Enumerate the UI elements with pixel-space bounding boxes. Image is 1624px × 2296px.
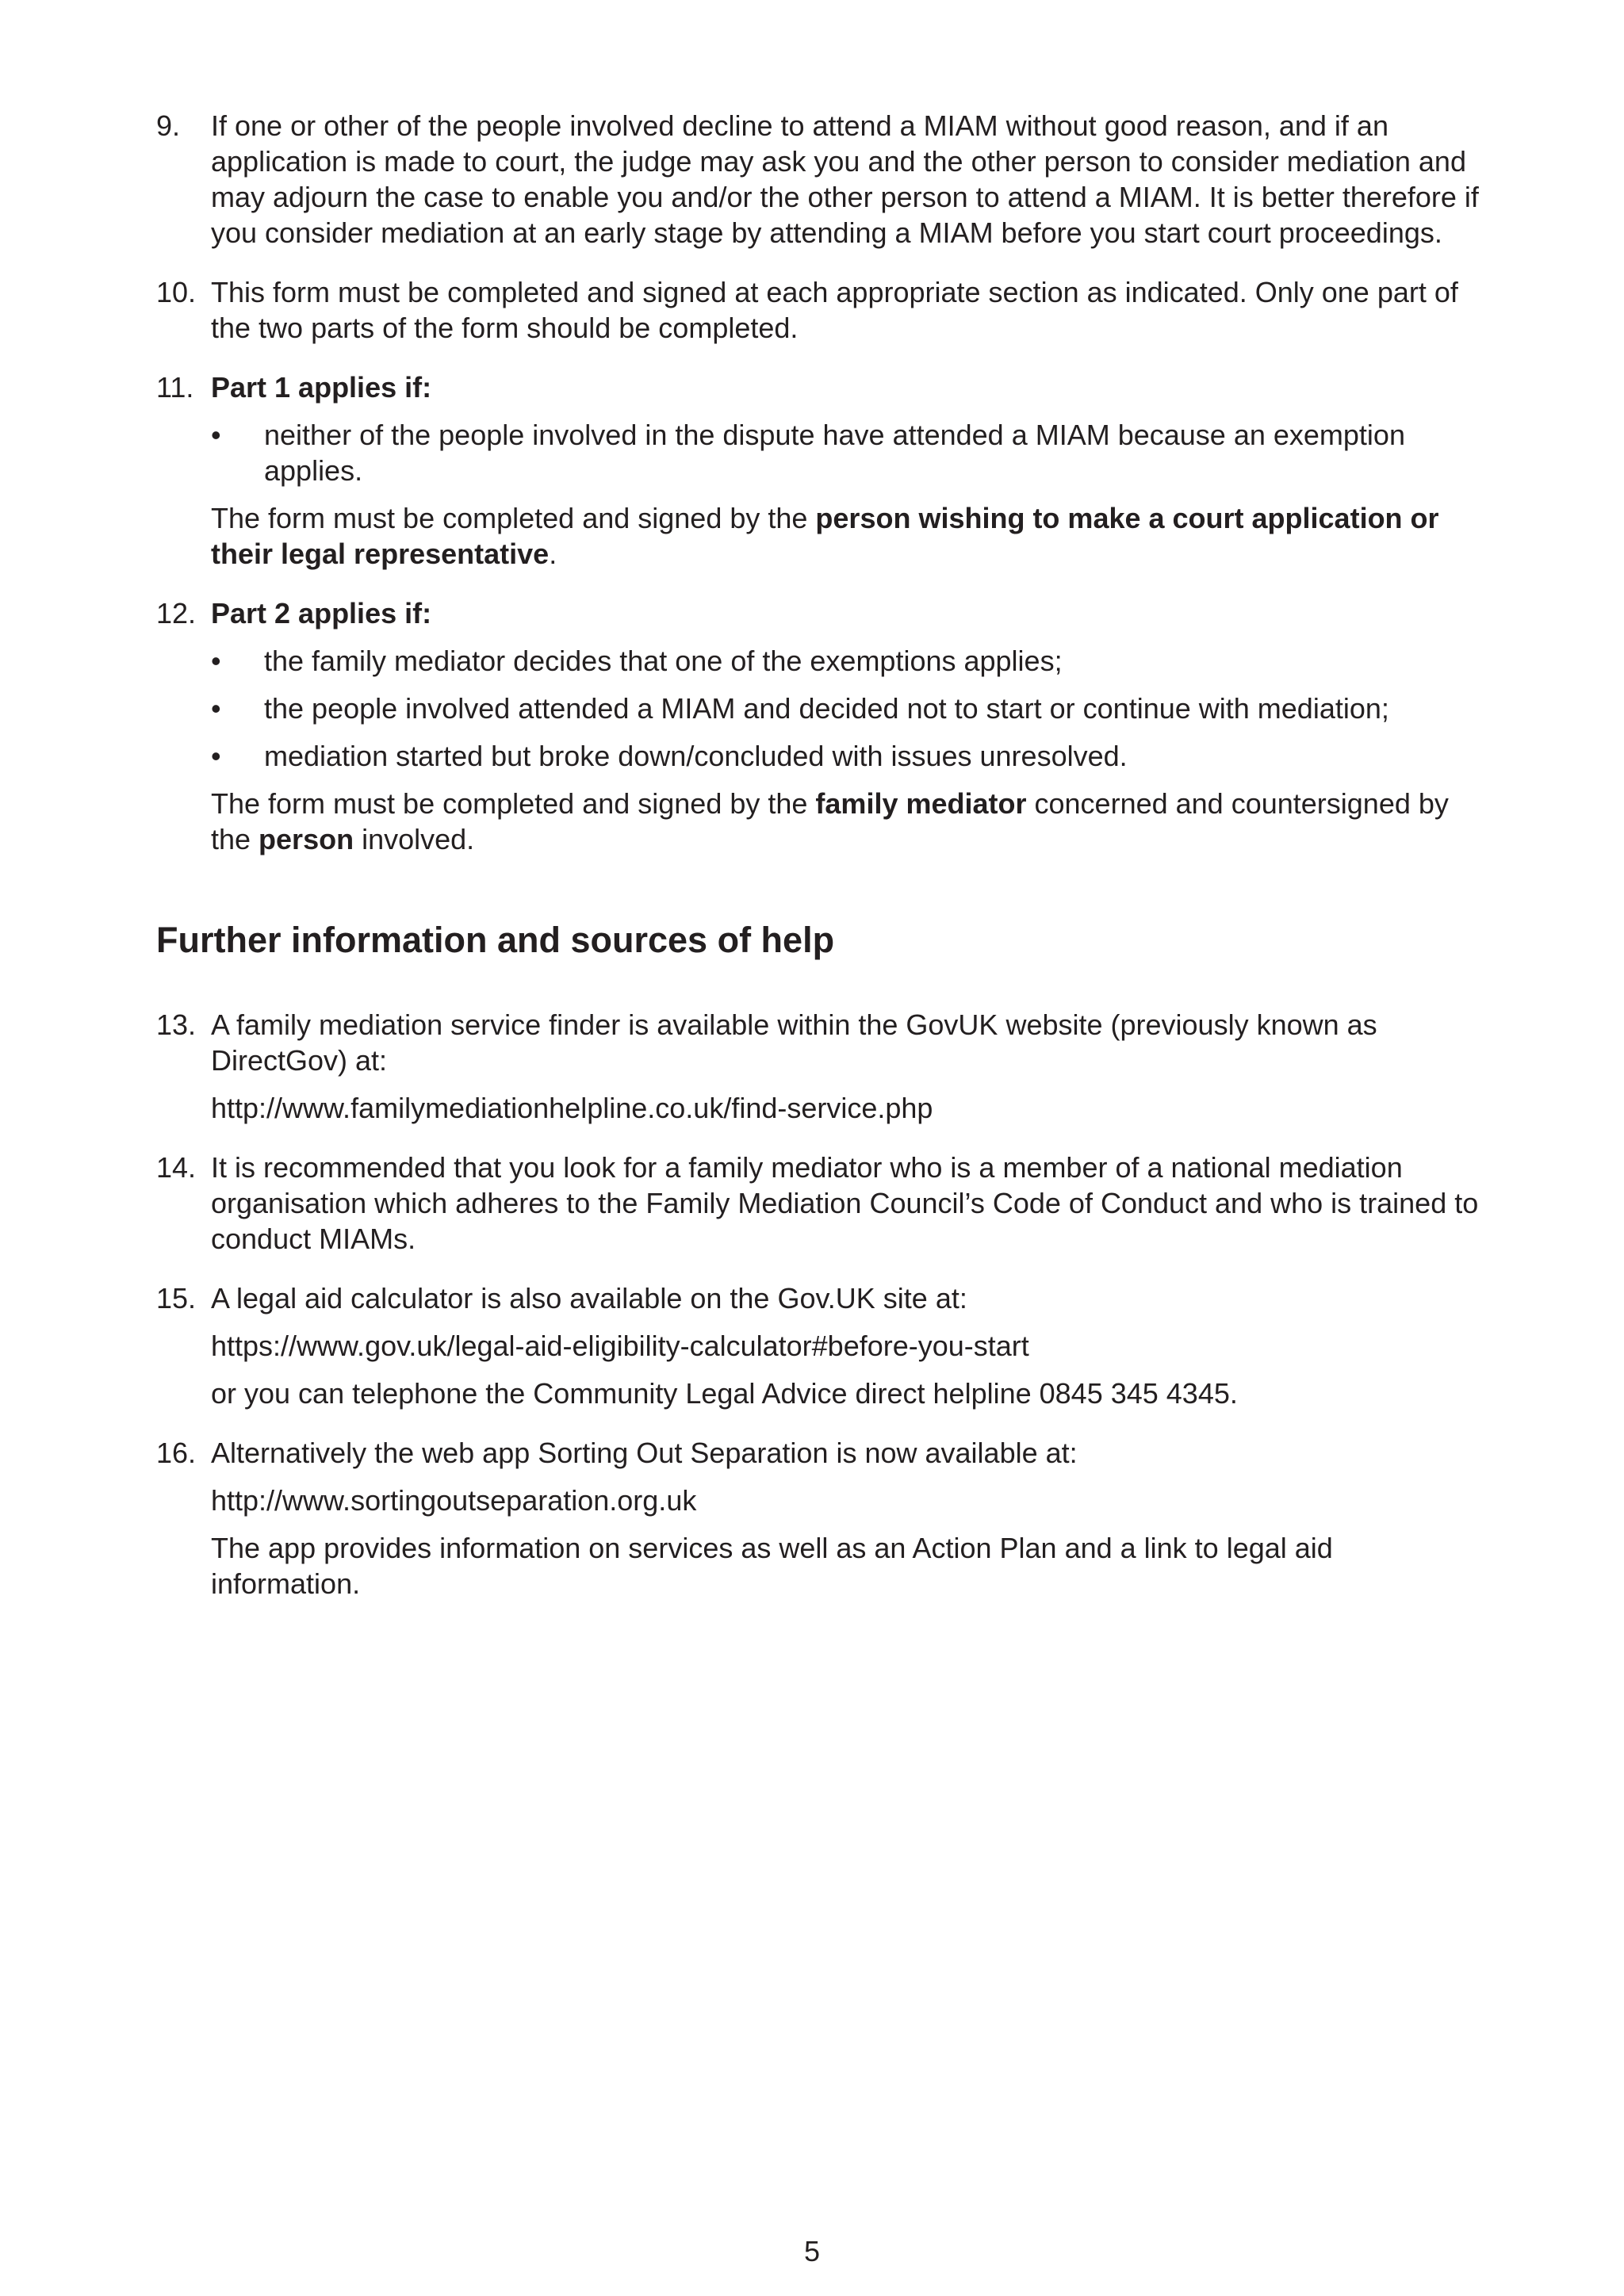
bullet-text: the people involved attended a MIAM and decided not to start or continue with mediation; [264, 692, 1389, 725]
page-number: 5 [803, 2235, 821, 2267]
list-item-12 [156, 595, 1488, 857]
item-text: Alternatively the web app Sorting Out Separation is now available at: [211, 1437, 1078, 1469]
legal-aid-calculator-url[interactable]: https://www.gov.uk/legal-aid-eligibility-calculator#before-you-start [211, 1330, 1029, 1362]
helpline-text: or you can telephone the Community Legal Advice direct helpline 0845 345 4345. [211, 1377, 1238, 1410]
item-heading: Part 2 applies if: [211, 597, 432, 629]
list-item-14 [156, 1150, 1488, 1257]
bullet-item [211, 417, 1488, 488]
bullet-icon: • [211, 419, 221, 451]
bullet-icon: • [211, 645, 221, 677]
item-text: It is recommended that you look for a family mediator who is a member of a national mediation organisation which adheres to the Family Mediation Council’s Code of Conduct and who is trained to conduct MIAMs. [211, 1151, 1479, 1255]
document-page [156, 108, 1488, 1625]
item-number: 11. [156, 371, 194, 404]
bullet-item [211, 738, 1488, 774]
item-text: A legal aid calculator is also available on the Gov.UK site at: [211, 1282, 967, 1314]
item-number: 15. [156, 1282, 197, 1314]
item-note: The form must be completed and signed by the family mediator concerned and countersigned by the person involved. [211, 787, 1449, 855]
bullet-text: the family mediator decides that one of the exemptions applies; [264, 645, 1063, 677]
item-note: The form must be completed and signed by the person wishing to make a court application or their legal representative. [211, 502, 1439, 570]
item-number: 9. [156, 109, 181, 142]
item-text: If one or other of the people involved decline to attend a MIAM without good reason, and if an application is made to court, the judge may ask you and the other person to consider mediation and may adjourn the case to enable you and/or the other person to attend a MIAM. It is better therefore if you consider mediation at an early stage by attending a MIAM before you start court proceedings. [211, 109, 1479, 249]
bullet-text: neither of the people involved in the dispute have attended a MIAM because an exemption applies. [264, 419, 1405, 487]
bullet-item [211, 643, 1488, 679]
section-heading: Further information and sources of help [156, 920, 835, 960]
bullet-icon: • [211, 740, 221, 772]
bullet-item [211, 691, 1488, 726]
item-number: 16. [156, 1437, 197, 1469]
item-number: 10. [156, 276, 197, 308]
list-item-9 [156, 108, 1488, 251]
bullet-list [211, 417, 1488, 488]
list-item-13 [156, 1007, 1488, 1126]
bullet-list [211, 643, 1488, 774]
mediation-finder-url[interactable]: http://www.familymediationhelpline.co.uk/find-service.php [211, 1092, 933, 1124]
bullet-text: mediation started but broke down/concluded with issues unresolved. [264, 740, 1128, 772]
item-heading: Part 1 applies if: [211, 371, 432, 404]
item-text: A family mediation service finder is available within the GovUK website (previously known as DirectGov) at: [211, 1008, 1377, 1077]
list-item-16 [156, 1435, 1488, 1601]
item-number: 13. [156, 1008, 197, 1041]
sorting-out-separation-url[interactable]: http://www.sortingoutseparation.org.uk [211, 1484, 697, 1517]
list-item-10 [156, 274, 1488, 346]
bullet-icon: • [211, 692, 221, 725]
list-item-15 [156, 1280, 1488, 1411]
app-description: The app provides information on services as well as an Action Plan and a link to legal aid information. [211, 1532, 1333, 1600]
item-number: 12. [156, 597, 197, 629]
item-number: 14. [156, 1151, 197, 1184]
list-item-11 [156, 369, 1488, 572]
item-text: This form must be completed and signed at each appropriate section as indicated. Only one part of the two parts of the form should be completed. [211, 276, 1458, 344]
